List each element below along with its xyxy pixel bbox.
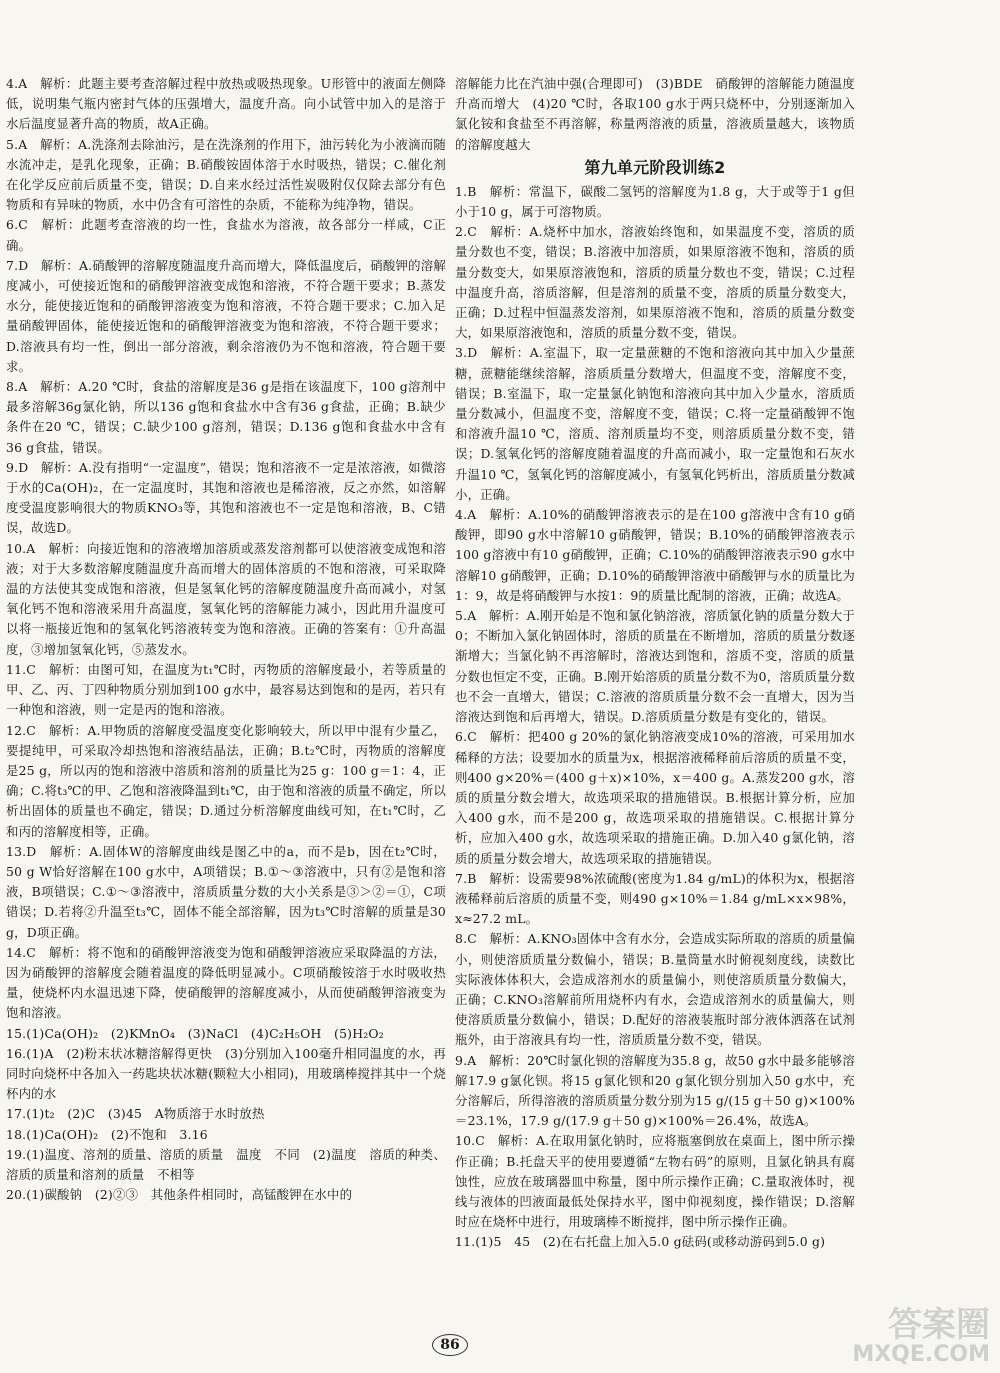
answer-item: 14.C 解析：将不饱和的硝酸钾溶液变为饱和硝酸钾溶液应采取降温的方法，因为硝酸钾的溶解度会随着温度的降低明显减小。C项硝酸铵溶于水时吸收热量，使烧杯内水温迅速下降，使硝酸钾的溶解度减小，从而使硝酸钾溶液变为饱和溶液。 — [6, 944, 446, 1021]
answer-item: 6.C 解析：此题考查溶液的均一性，食盐水为溶液，故各部分一样咸，C正确。 — [6, 217, 446, 253]
answer-item: 16.(1)A (2)粉末状冰糖溶解得更快 (3)分别加入100毫升相同温度的水，再同时向烧杯中各加入一药匙块状冰糖(颗粒大小相同)，用玻璃棒搅拌其中一个烧杯内的水 — [6, 1045, 446, 1102]
answer-item: 7.D 解析：A.硝酸钾的溶解度随温度升高而增大，降低温度后，硝酸钾的溶解度减小，可使接近饱和的硝酸钾溶液变成饱和溶液，不符合题干要求；B.蒸发水分，能使接近饱和的硝酸钾溶液变为饱和溶液，不符合题干要求；C.加入足量硝酸钾固体，能使接近饱和的硝酸钾溶液变为饱和溶液，不符合题干要求；D.溶液具有均一性，倒出一部分溶液，剩余溶液仍为不饱和溶液，符合题干要求。 — [6, 257, 446, 374]
answer-item: 11.C 解析：由图可知，在温度为t₁℃时，丙物质的溶解度最小，若等质量的甲、乙、丙、丁四种物质分别加到100 g水中，最容易达到饱和的是丙，若只有一种饱和溶液，则一定是丙的饱和溶液。 — [6, 661, 446, 718]
watermark-url: MXQE.COM — [852, 1342, 990, 1367]
section-title: 第九单元阶段训练2 — [584, 157, 726, 177]
answer-item: 11.(1)5 45 (2)在右托盘上加入5.0 g砝码(或移动游码到5.0 g) — [455, 1234, 826, 1250]
answer-item: 2.C 解析：A.烧杯中加水，溶液始终饱和，如果温度不变，溶质的质量分数也不变，错误；B.溶液中加溶质，如果原溶液不饱和，溶质的质量分数变大，如果原溶液饱和，溶质的质量分数也不变，错误；C.过程中温度升高，溶质溶解，但是溶剂的质量不变，溶质的质量分数变大，正确；D.过程中恒温蒸发溶剂，如果原溶液不饱和，溶质的质量分数变大，如果原溶液饱和，溶质的质量分数不变，错误。 — [455, 224, 855, 341]
watermark-text: 答案圈 — [888, 1305, 990, 1345]
answer-item: 5.A 解析：A.洗涤剂去除油污，是在洗涤剂的作用下，油污转化为小液滴而随水流冲走，是乳化现象，正确；B.硝酸铵固体溶于水时吸热，错误；C.催化剂在化学反应前后质量不变，错误；D.自来水经过活性炭吸附仅仅除去部分有色物质和有异味的物质，水中仍含有可溶性的杂质，不能称为纯净物，错误。 — [6, 136, 446, 213]
answer-item: 12.C 解析：A.甲物质的溶解度受温度变化影响较大，所以甲中混有少量乙，要提纯甲，可采取冷却热饱和溶液结晶法，正确；B.t₂℃时，丙物质的溶解度是25 g，所以丙的饱和溶液中溶质和溶剂的质量比为25 g：100 g＝1：4，正确；C.将t₃℃的甲、乙饱和溶液降温到t₁℃，由于饱和溶液的质量不确定，所以析出固体的质量也不确定，错误；D.通过分析溶解度曲线可知，在t₁℃时，乙和丙的溶解度相等，正确。 — [6, 722, 446, 839]
answer-item: 7.B 解析：设需要98%浓硫酸(密度为1.84 g/mL)的体积为x，根据溶液稀释前后溶质的质量不变，则490 g×10%＝1.84 g/mL×x×98%，x≈27.2 mL。 — [455, 870, 855, 927]
answer-item: 13.D 解析：A.固体W的溶解度曲线是图乙中的a，而不是b，因在t₂℃时，50 g W恰好溶解在100 g水中，A项错误；B.①～③溶液中，只有②是饱和溶液，B项错误；C.①～③溶液中，溶质质量分数的大小关系是③＞②＝①，C项错误；D.若将②升温至t₃℃，固体不能全部溶解，因为t₃℃时溶解的质量是30 g，D项正确。 — [6, 843, 446, 940]
answer-item: 8.C 解析：A.KNO₃固体中含有水分，会造成实际所取的溶质的质量偏小，则使溶质质量分数偏小，错误；B.量筒量水时俯视刻度线，读数比实际液体体积大，会造成溶剂水的质量偏小，则使溶质质量分数偏大，正确；C.KNO₃溶解前所用烧杯内有水，会造成溶剂水的质量偏大，则使溶质质量分数偏小，错误；D.配好的溶液装瓶时部分液体洒落在试剂瓶外，由于溶液具有均一性，溶质质量分数不变，错误。 — [455, 931, 855, 1048]
answer-item: 17.(1)t₂ (2)C (3)45 A物质溶于水时放热 — [6, 1106, 265, 1122]
page-number-value: 86 — [432, 1334, 467, 1356]
page-number — [420, 1334, 480, 1356]
answer-item: 18.(1)Ca(OH)₂ (2)不饱和 3.16 — [6, 1126, 208, 1142]
answer-item: 1.B 解析：常温下，碳酸二氢钙的溶解度为1.8 g，大于或等于1 g但小于10 g，属于可溶物质。 — [455, 183, 855, 220]
right-column — [455, 74, 855, 1253]
answer-item: 5.A 解析：A.刚开始是不饱和氯化钠溶液，溶质氯化钠的质量分数大于0；不断加入氯化钠固体时，溶质的质量在不断增加，溶质的质量分数逐渐增大；当氯化钠不再溶解时，溶液达到饱和，溶质不变，溶质的质量分数也恒定不变，正确。B.刚开始溶质的质量分数不为0，溶质质量分数也不会一直增大，错误；C.溶液的溶质质量分数不会一直增大，因为当溶液达到饱和后再增大，错误。D.溶质质量分数是有变化的，错误。 — [455, 608, 855, 725]
answer-item: 4.A 解析：此题主要考查溶解过程中放热或吸热现象。U形管中的液面左侧降低，说明集气瓶内密封气体的压强增大，温度升高。向小试管中加入的是溶于水后温度显著升高的物质，故A正确。 — [6, 76, 446, 132]
answer-item: 9.A 解析：20℃时氯化钡的溶解度为35.8 g，故50 g水中最多能够溶解17.9 g氯化钡。将15 g氯化钡和20 g氯化钡分别加入50 g水中，充分溶解后，所得溶液的溶质质量分数分别为15 g/(15 g＋50 g)×100%＝23.1%，17.9 g/(17.9 g＋50 g)×100%＝26.4%，故选A。 — [455, 1052, 855, 1129]
left-column — [6, 74, 446, 1205]
answer-item: 19.(1)温度、溶剂的质量、溶质的质量 温度 不同 (2)温度 溶质的种类、溶质的质量和溶剂的质量 不相等 — [6, 1146, 446, 1182]
watermark-logo — [852, 1307, 990, 1367]
answer-item: 10.C 解析：A.在取用氯化钠时，应将瓶塞倒放在桌面上，图中所示操作正确；B.托盘天平的使用要遵循“左物右码”的原则，且氯化钠具有腐蚀性，应放在玻璃器皿中称量，图中所示操作正确；C.量取液体时，视线与液体的凹液面最低处保持水平，图中仰视刻度，操作错误；D.溶解时应在烧杯中进行，用玻璃棒不断搅拌，图中所示操作正确。 — [455, 1133, 855, 1230]
answer-item: 15.(1)Ca(OH)₂ (2)KMnO₄ (3)NaCl (4)C₂H₅OH (5)H₂O₂ — [6, 1025, 384, 1041]
answer-continuation: 溶解能力比在汽油中强(合理即可) (3)BDE 硝酸钾的溶解能力随温度升高而增大 (4)20 ℃时，各取100 g水于两只烧杯中，分别逐渐加入氯化铵和食盐至不再溶解，称量两溶液的质量，溶液质量越大，该物质的溶解度越大 — [455, 76, 855, 152]
answer-item: 10.A 解析：向接近饱和的溶液增加溶质或蒸发溶剂都可以使溶液变成饱和溶液；对于大多数溶解度随温度升高而增大的固体溶质的不饱和溶液，可采取降温的方法使其变成饱和溶液，但是氢氧化钙的溶解度随温度升高而减小，对氢氧化钙不饱和溶液采用升高温度，氢氧化钙的溶解能力减小，因此用升温度可以将一瓶接近饱和的氢氧化钙溶液转变为饱和溶液。正确的答案有：①升高温度，③增加氢氧化钙，⑤蒸发水。 — [6, 540, 446, 657]
answer-item: 4.A 解析：A.10%的硝酸钾溶液表示的是在100 g溶液中含有10 g硝酸钾，即90 g水中溶解10 g硝酸钾，错误；B.10%的硝酸钾溶液表示100 g溶液中有10 g硝酸钾，正确；C.10%的硝酸钾溶液表示90 g水中溶解10 g硝酸钾，正确；D.10%的硝酸钾溶液中硝酸钾与水的质量比为1：9，故是将硝酸钾与水按1：9的质量比配制的溶液，正确；故选A。 — [455, 507, 855, 603]
answer-item: 8.A 解析：A.20 ℃时，食盐的溶解度是36 g是指在该温度下，100 g溶剂中最多溶解36g氯化钠，所以136 g饱和食盐水中含有36 g食盐，正确；B.缺少条件在20 ℃，错误；C.缺少100 g溶剂，错误；D.136 g饱和食盐水中含有36 g食盐，错误。 — [6, 379, 446, 455]
answer-item: 9.D 解析：A.没有指明“一定温度”，错误；饱和溶液不一定是浓溶液，如微溶于水的Ca(OH)₂，在一定温度时，其饱和溶液也是稀溶液，反之亦然，如溶解度受温度影响很大的物质KNO₃等，其饱和溶液也不一定是饱和溶液，B、C错误，故选D。 — [6, 459, 446, 536]
answer-item: 20.(1)碳酸钠 (2)②③ 其他条件相同时，高锰酸钾在水中的 — [6, 1187, 353, 1203]
answer-item: 6.C 解析：把400 g 20%的氯化钠溶液变成10%的溶液，可采用加水稀释的方法；设要加水的质量为x，根据溶液稀释前后溶质的质量不变，则400 g×20%＝(400 g＋x)×10%，x＝400 g。A.蒸发200 g水，溶质的质量分数会增大，故选项采取的措施错误。B.根据计算分析，应加入400 g水，而不是200 g，故选项采取的措施错误。C.根据计算分析，应加入400 g水，故选项采取的措施正确。D.加入40 g氯化钠，溶质的质量分数会增大，故选项采取的措施错误。 — [455, 729, 855, 866]
answer-item: 3.D 解析：A.室温下，取一定量蔗糖的不饱和溶液向其中加入少量蔗糖，蔗糖能继续溶解，溶质质量分数增大，但温度不变，溶解度不变，错误；B.室温下，取一定量氯化钠饱和溶液向其中加入少量水，溶质质量分数减小，但温度不变，溶解度不变，错误；C.将一定量硝酸钾不饱和溶液升温10 ℃，溶质、溶剂质量均不变，则溶质质量分数不变，错误；D.氢氧化钙的溶解度随着温度的升高而减小，取一定量饱和石灰水升温10 ℃，氢氧化钙的溶解度减小，有氢氧化钙析出，溶质质量分数减小，正确。 — [455, 345, 855, 502]
